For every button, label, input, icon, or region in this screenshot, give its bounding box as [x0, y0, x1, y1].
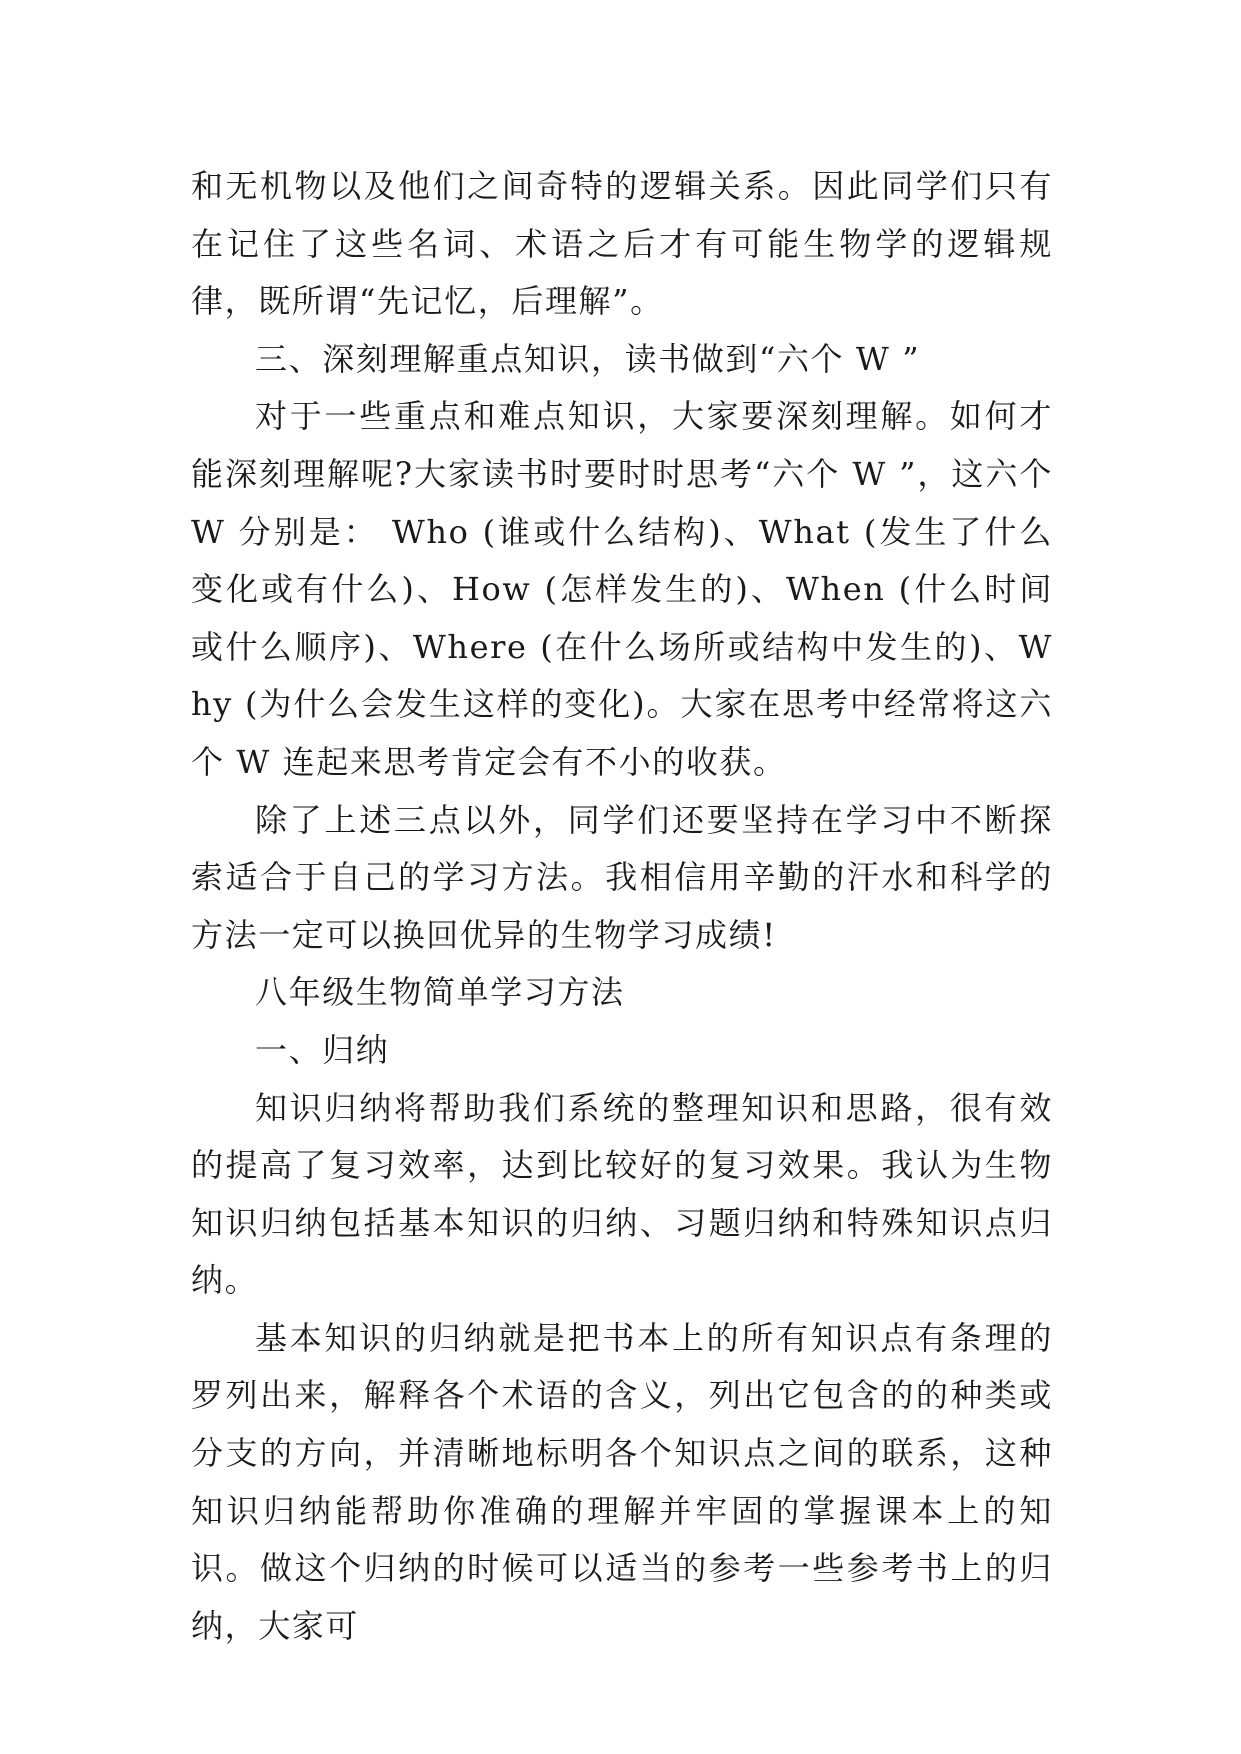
paragraph-six-w: 对于一些重点和难点知识，大家要深刻理解。如何才能深刻理解呢?大家读书时要时时思考“六个 W ”，这六个 W 分别是： Who (谁或什么结构)、What (发生了什么变化或有什么)、How (怎样发生的)、When (什么时间或什么顺序)、Where (在什么场所或结构中发生的)、Why (为什么会发生这样的变化)。大家在思考中经常将这六个 W 连起来思考肯定会有不小的收获。 — [191, 397, 1053, 781]
paragraph-basic-knowledge: 基本知识的归纳就是把书本上的所有知识点有条理的罗列出来，解释各个术语的含义，列出它包含的的种类或分支的方向，并清晰地标明各个知识点之间的联系，这种知识归纳能帮助你准确的理解并牢固的掌握课本上的知识。做这个归纳的时候可以适当的参考一些参考书上的归纳，大家可 — [191, 1318, 1053, 1645]
paragraph-continuation: 和无机物以及他们之间奇特的逻辑关系。因此同学们只有在记住了这些名词、术语之后才有可能生物学的逻辑规律，既所谓“先记忆，后理解”。 — [191, 167, 1053, 321]
paragraph-induction: 知识归纳将帮助我们系统的整理知识和思路，很有效的提高了复习效率，达到比较好的复习效果。我认为生物知识归纳包括基本知识的归纳、习题归纳和特殊知识点归纳。 — [191, 1088, 1053, 1300]
section-heading-one: 一、归纳 — [255, 1030, 390, 1069]
document-body — [191, 158, 1053, 1655]
paragraph-conclusion: 除了上述三点以外，同学们还要坚持在学习中不断探索适合于自己的学习方法。我相信用辛勤的汗水和科学的方法一定可以换回优异的生物学习成绩! — [191, 800, 1053, 954]
article-title: 八年级生物简单学习方法 — [255, 973, 625, 1012]
section-heading-three: 三、深刻理解重点知识，读书做到“六个 W ” — [255, 339, 921, 378]
